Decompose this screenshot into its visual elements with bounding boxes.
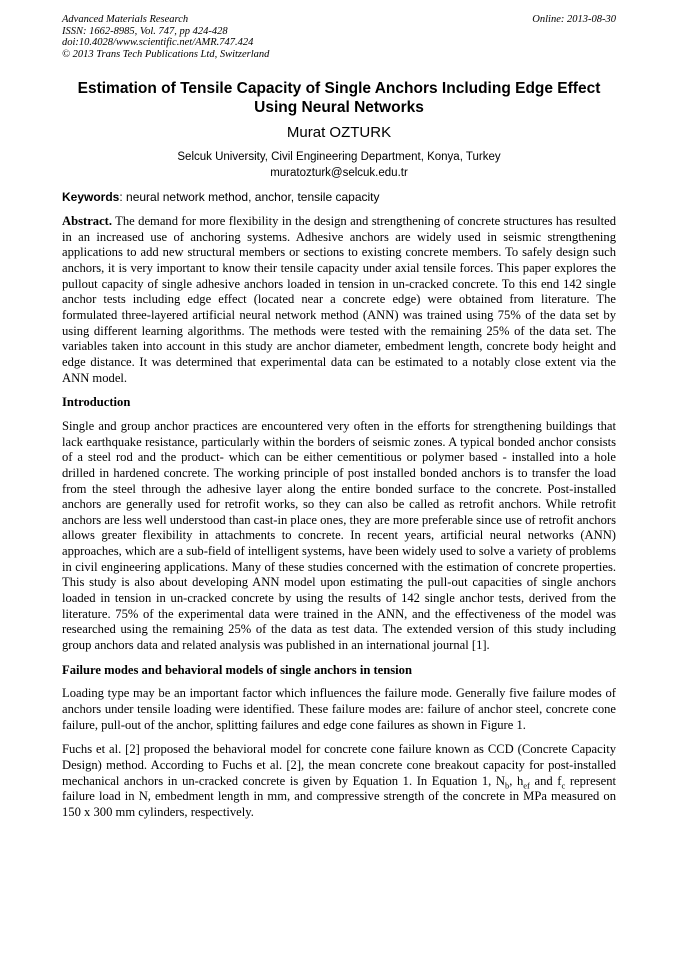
para2-text-b: , h <box>509 773 524 788</box>
doi-line: doi:10.4028/www.scientific.net/AMR.747.424 <box>62 37 254 49</box>
introduction-heading: Introduction <box>62 395 131 410</box>
author-affiliation-block <box>62 149 616 181</box>
para2-text-c: and f <box>529 773 562 788</box>
abstract-label: Abstract. <box>62 214 113 228</box>
keywords-label: Keywords <box>62 190 120 204</box>
journal-name: Advanced Materials Research <box>62 14 189 25</box>
failure-modes-heading: Failure modes and behavioral models of single anchors in tension <box>62 662 412 677</box>
sub-ef: ef <box>523 780 530 791</box>
keywords <box>62 190 616 205</box>
author-name: Murat OZTURK <box>286 124 392 141</box>
para2-text-a: Fuchs et al. [2] proposed the behavioral model for concrete cone failure known as CCD (Concrete Capacity Design) method. According to Fuchs et al. [2], the mean concrete cone breakout capacity for post-installed mechanical anchors in un-cracked concrete is given by Equation 1. In Equation 1, N <box>62 742 616 788</box>
failure-modes-paragraph-2 <box>62 742 616 820</box>
abstract-paragraph <box>62 214 616 386</box>
paper-title: Estimation of Tensile Capacity of Single Anchors Including Edge Effect Using Neural Networks <box>77 80 601 116</box>
affiliation: Selcuk University, Civil Engineering Department, Konya, Turkey <box>177 151 501 163</box>
failure-modes-paragraph-1: Loading type may be an important factor which influences the failure mode. Generally five failure modes of anchors under tensile loading were identified. These failure modes are: failure of anchor steel, concrete cone failure, pull-out of the anchor, splitting failures and edge cone failures as shown in Figure 1. <box>62 686 616 732</box>
keywords-text: : neural network method, anchor, tensile capacity <box>119 190 380 204</box>
para2-text-d: represent failure load in N, embedment length in mm, and compressive strength of the concrete in MPa measured on 150 x 300 mm cylinders, respectively. <box>62 773 616 819</box>
journal-header <box>62 14 616 60</box>
abstract-text: The demand for more flexibility in the design and strengthening of concrete structures has resulted in an increased use of anchoring systems. Adhesive anchors are widely used in seismic strengthening applications to add new structural members or sections to existing concrete members. To safely design such anchors, it is very important to know their tensile capacity under axial tensile forces. This paper explores the pullout capacity of single adhesive anchors loaded in tension in un-cracked concrete. To this end 142 single anchor tests including edge effect (located near a concrete edge) were obtained from literature. The formulated three-layered artificial neural network method (ANN) was trained using 75% of the data set by using different learning algorithms. The methods were tested with the remaining 25% of the data set. The variables taken into account in this study are anchor diameter, embedment length, concrete body height and edge distance. It was determined that experimental data can be estimated to a notably close extent via the ANN model. <box>62 214 616 385</box>
sub-c: c <box>561 780 566 791</box>
introduction-paragraph: Single and group anchor practices are encountered very often in the efforts for strengthening buildings that lack earthquake resistance, particularly within the borders of seismic zones. A typical bonded anchor consists of a steel rod and the product- which can be either cementitious or polymer based - installed into a hole drilled in hardened concrete. The working principle of post installed bonded anchors is to transfer the load from the steel through the adhesive layer along the entire bonded surface to the concrete. Post-installed anchors are generally used for retrofit works, so they can also be called as retrofit anchors. While retrofit anchors are less well understood than cast-in place ones, they are more preferable since use of retrofit anchors allows greater flexibility in attachments to concrete. In recent years, artificial neural networks (ANN) approaches, which are a sub-field of intelligent systems, have been widely used to solve a variety of problems in civil engineering applications. Many of these studies concerned with the estimation of concrete properties. This study is also about developing ANN model upon estimating the pull-out capacities of single anchors loaded in tension in un-cracked concrete by using the results of 142 single anchor tests, derived from the literature. 75% of the experimental data were trained in the ANN, and the effectiveness of the model was researched using the remaining 25% of the data as test data. The extended version of this study including group anchors data and related analysis was published in an international journal [1]. <box>62 418 616 653</box>
author-email: muratozturk@selcuk.edu.tr <box>270 167 408 179</box>
paper-body <box>62 214 616 830</box>
online-date: Online: 2013-08-30 <box>532 14 616 25</box>
sub-b: b <box>504 780 510 791</box>
copyright-line: © 2013 Trans Tech Publications Ltd, Switzerland <box>62 48 270 60</box>
issn-line: ISSN: 1662-8985, Vol. 747, pp 424-428 <box>62 25 228 37</box>
